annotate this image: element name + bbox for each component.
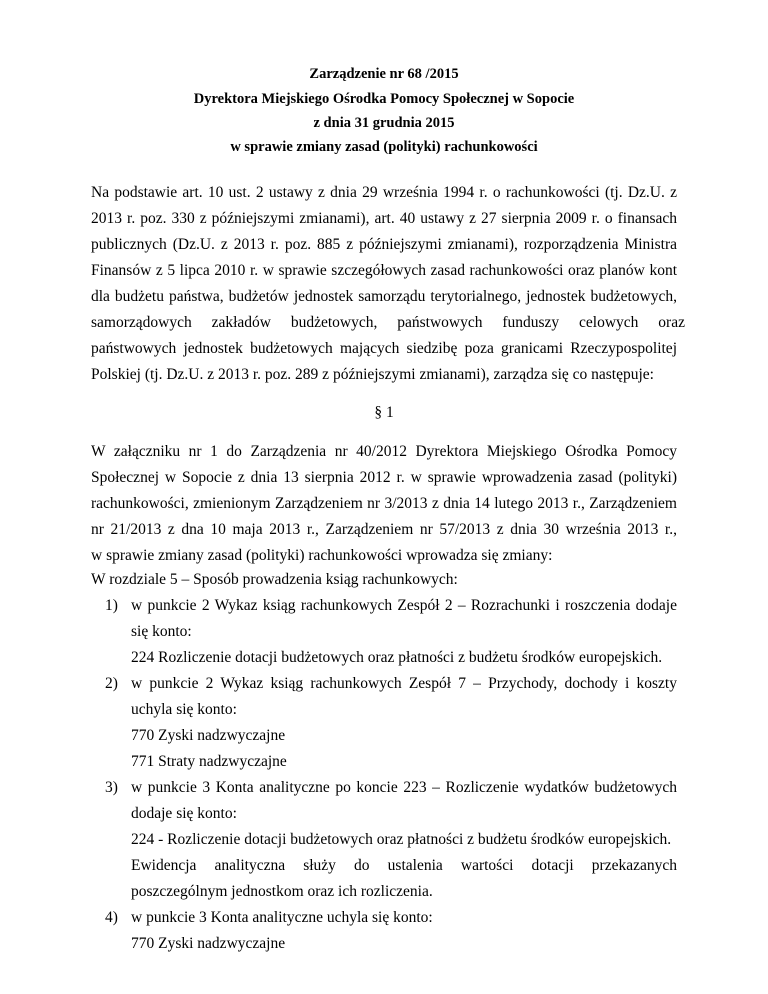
body-line: Społecznej w Sopocie z dnia 13 sierpnia 2012 r. w sprawie wprowadzenia zasad (polityki): [91, 469, 677, 486]
list-item-line: 224 - Rozliczenie dotacji budżetowych oraz płatności z budżetu środków europejskich.: [131, 831, 672, 848]
body-line: nr 21/2013 z dna 10 maja 2013 r., Zarządzeniem nr 57/2013 z dnia 30 września 2013 r.,: [91, 521, 677, 538]
body-line: W rozdziale 5 – Sposób prowadzenia ksiąg rachunkowych:: [91, 571, 458, 588]
preamble-line: państwowych jednostek budżetowych mających siedzibę poza granicami Rzeczypospolitej: [91, 340, 677, 357]
preamble-line: samorządowych zakładów budżetowych, państwowych funduszy celowych oraz: [91, 314, 685, 331]
document-date: z dnia 31 grudnia 2015: [313, 115, 455, 131]
list-item-number: 4): [105, 909, 118, 926]
list-item-line: 770 Zyski nadzwyczajne: [131, 935, 286, 952]
list-item-line: się konto:: [131, 623, 192, 640]
preamble-line: dla budżetu państwa, budżetów jednostek samorządu terytorialnego, jednostek budżetowych,: [91, 288, 677, 305]
preamble-line: Polskiej (tj. Dz.U. z 2013 r. poz. 289 z późniejszymi zmianami), zarządza się co następuje:: [91, 366, 654, 383]
list-item-line: poszczególnym jednostkom oraz ich rozliczenia.: [131, 883, 433, 900]
document-issuer: Dyrektora Miejskiego Ośrodka Pomocy Społecznej w Sopocie: [193, 91, 575, 107]
body-line: rachunkowości, zmienionym Zarządzeniem nr 3/2013 z dnia 14 lutego 2013 r., Zarządzeniem: [91, 495, 677, 512]
list-item-line: 770 Zyski nadzwyczajne: [131, 727, 286, 744]
list-item-line: w punkcie 2 Wykaz ksiąg rachunkowych Zespół 7 – Przychody, dochody i koszty: [131, 675, 677, 692]
preamble-line: Finansów z 5 lipca 2010 r. w sprawie szczegółowych zasad rachunkowości oraz planów kont: [91, 262, 677, 279]
list-item-number: 3): [105, 779, 118, 796]
list-item-line: 224 Rozliczenie dotacji budżetowych oraz płatności z budżetu środków europejskich.: [131, 649, 663, 666]
document-subject: w sprawie zmiany zasad (polityki) rachunkowości: [230, 139, 538, 155]
preamble-line: 2013 r. poz. 330 z późniejszymi zmianami), art. 40 ustawy z 27 sierpnia 2009 r. o finansach: [91, 210, 677, 227]
body-line: w sprawie zmiany zasad (polityki) rachunkowości wprowadza się zmiany:: [91, 547, 553, 564]
preamble-line: publicznych (Dz.U. z 2013 r. poz. 885 z późniejszymi zmianami), rozporządzenia Ministra: [91, 236, 677, 253]
list-item-line: 771 Straty nadzwyczajne: [131, 753, 287, 770]
list-item-number: 1): [105, 597, 118, 614]
preamble-line: Na podstawie art. 10 ust. 2 ustawy z dnia 29 września 1994 r. o rachunkowości (tj. Dz.U. z: [91, 184, 677, 201]
list-item-line: w punkcie 3 Konta analityczne po koncie 223 – Rozliczenie wydatków budżetowych: [131, 779, 677, 796]
list-item-line: uchyla się konto:: [131, 701, 237, 718]
list-item-line: Ewidencja analityczna służy do ustalenia wartości dotacji przekazanych: [131, 857, 677, 874]
document-title: Zarządzenie nr 68 /2015: [309, 66, 459, 82]
list-item-line: dodaje się konto:: [131, 805, 237, 822]
body-line: W załączniku nr 1 do Zarządzenia nr 40/2012 Dyrektora Miejskiego Ośrodka Pomocy: [91, 443, 677, 460]
list-item-line: w punkcie 3 Konta analityczne uchyla się konto:: [131, 909, 433, 926]
list-item-line: w punkcie 2 Wykaz ksiąg rachunkowych Zespół 2 – Rozrachunki i roszczenia dodaje: [131, 597, 677, 614]
list-item-number: 2): [105, 675, 118, 692]
section-mark: § 1: [374, 404, 394, 421]
